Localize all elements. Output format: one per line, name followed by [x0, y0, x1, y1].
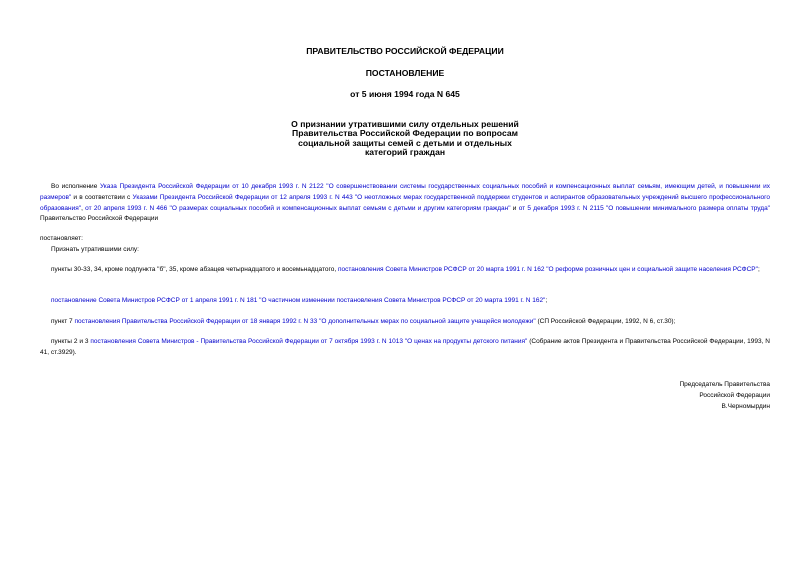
- signature-title: Председатель Правительства: [679, 381, 770, 388]
- title-line: социальной защиты семей с детьми и отдельных: [298, 137, 512, 148]
- preamble-text: ,: [81, 204, 86, 212]
- resolution-33-link[interactable]: постановления Правительства Российской Федерации от 18 января 1992 г. N 33 "О дополнительных мерах по социальной защите учащейся молодежи": [74, 318, 536, 325]
- item-text: пункты 30-33, 34, кроме подпункта "б", 35, кроме абзацев четырнадцатого и восемьнадцатого,: [51, 266, 338, 273]
- preamble-text: Правительство Российской Федерации: [40, 215, 159, 223]
- document-title: [40, 120, 770, 158]
- resolves-text: постановляет:: [40, 235, 83, 242]
- list-item: [40, 337, 770, 359]
- preamble-text: и в соответствии с: [71, 193, 133, 201]
- resolution-1013-link[interactable]: постановления Совета Министров - Правительства Российской Федерации от 7 октября 1993 г. N 1013 "О ценах на продукты детского питания": [90, 338, 528, 345]
- list-item: [40, 265, 770, 276]
- item-text: (СП Российской Федерации, 1992, N 6, ст.30);: [535, 318, 676, 325]
- recognize-text: Признать утратившими силу:: [51, 246, 139, 253]
- document-type-heading: ПОСТАНОВЛЕНИЕ: [365, 68, 445, 78]
- item-text: ;: [757, 266, 760, 273]
- list-item: [40, 296, 770, 307]
- item-text: (Собрание актов Президента и Правительства Российской Федерации, 1993, N 41, ст.3929).: [40, 338, 770, 356]
- decree-2122-link[interactable]: Указа Президента Российской Федерации от 10 декабря 1993 г. N 2122 "О совершенствовании системы государственных социальных пособий и компенсационных выплат семьям, имеющим детей, и повышении их размеров": [40, 183, 770, 201]
- item-text: пункт 7: [51, 318, 75, 325]
- signature-name: В.Черномырдин: [721, 402, 770, 410]
- title-line: Правительства Российской Федерации по вопросам: [292, 128, 518, 139]
- preamble-paragraph: [40, 182, 770, 225]
- list-item: [40, 317, 770, 328]
- preamble-text: и: [510, 204, 519, 212]
- resolution-181-link[interactable]: постановление Совета Министров РСФСР от 1 апреля 1991 г. N 181 "О частичном изменении постановления Совета Министров РСФСР от 20 марта 1991 г. N 162": [51, 297, 546, 304]
- item-text: пункты 2 и 3: [51, 338, 91, 345]
- resolution-162-link[interactable]: постановления Совета Министров РСФСР от 20 марта 1991 г. N 162 "О реформе розничных цен и социальной защите населения РСФСР": [337, 266, 758, 273]
- government-heading: ПРАВИТЕЛЬСТВО РОССИЙСКОЙ ФЕДЕРАЦИИ: [306, 46, 504, 56]
- signature-block: [679, 380, 770, 412]
- title-line: О признании утратившими силу отдельных решений: [291, 119, 519, 129]
- title-line: категорий граждан: [364, 147, 446, 158]
- signature-org: Российской Федерации: [699, 391, 770, 399]
- item-text: ;: [545, 297, 548, 304]
- decree-443-link[interactable]: Указами Президента Российской Федерации от 12 апреля 1993 г. N 443 "О неотложных мерах государственной поддержки студентов и аспирантов образовательных учреждений высшего профессионального образования": [40, 193, 770, 212]
- document-date: от 5 июня 1994 года N 645: [350, 89, 460, 99]
- decree-466-link[interactable]: от 20 апреля 1993 г. N 466 "О размерах социальных пособий и компенсационных выплат семьям с детьми и другим категориям граждан": [85, 204, 511, 212]
- decree-2115-link[interactable]: от 5 декабря 1993 г. N 2115 "О повышении минимального размера оплаты труда": [518, 204, 770, 212]
- preamble-text: Во исполнение: [51, 183, 100, 190]
